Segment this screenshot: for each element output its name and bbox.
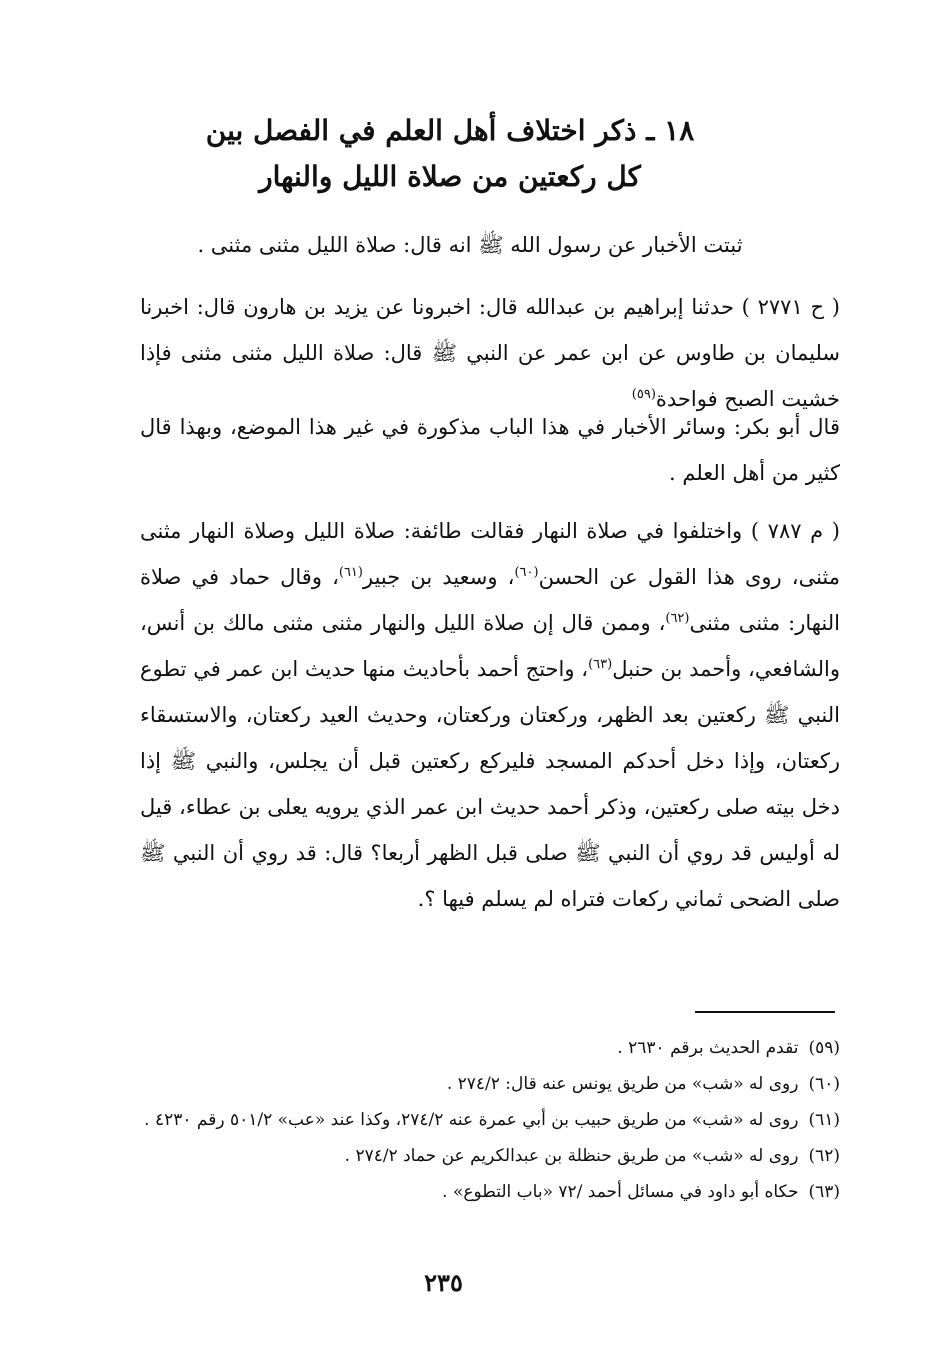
footnote-item [140,1102,840,1138]
issue-text-part-1: ( م ٧٨٧ ) واختلفوا في صلاة النهار فقالت طائفة: صلاة الليل وصلاة النهار مثنى مثنى، روى هذا القول عن الحسن [140,519,841,589]
footnote-item [140,1066,840,1102]
footnote-number: (٦٠) [808,1074,840,1094]
footnote-ref-61: (٦١) [338,565,363,580]
issue-text-part-5: ، واحتج أحمد بأحاديث منها حديث ابن عمر في تطوع النبي ﷺ ركعتين بعد الظهر، وركعتان وركعتان، وحديث العيد ركعتان، والاستسقاء ركعتان، وإذا دخل أحدكم المسجد فليركع ركعتين قبل أن يجلس، والنبي ﷺ إذا دخل بيته صلى ركعتين، وذكر أحمد حديث ابن عمر الذي يرويه يعلى بن عطاء، قيل له أوليس قد روي أن النبي ﷺ صلى قبل الظهر أربعا؟ قال: قد روي أن النبي ﷺ صلى الضحى ثماني ركعات فتراه لم يسلم فيها ؟. [140,657,840,911]
footnote-separator [695,1011,835,1013]
hadith-text: ( ح ٢٧٧١ ) حدثنا إبراهيم بن عبدالله قال: اخبرونا عن يزيد بن هارون قال: اخبرنا سليمان بن طاوس عن ابن عمر عن النبي ﷺ قال: صلاة الليل مثنى مثنى فإذا خشيت الصبح فواحدة [140,295,840,411]
footnote-text: روى له «شب» من طريق يونس عنه قال: ٢٧٤/٢ . [446,1074,799,1094]
issue-text-part-3: ، وقال حماد في صلاة النهار: مثنى مثنى [140,565,840,635]
footnote-text: تقدم الحديث برقم ٢٦٣٠ . [617,1038,799,1058]
footnote-number: (٥٩) [808,1038,840,1058]
footnote-item [140,1174,840,1210]
footnote-ref-60: (٦٠) [514,565,539,580]
hadith-text-block [140,284,840,422]
footnote-text: روى له «شب» من طريق حنظلة بن عبدالكريم عن حماد ٢٧٤/٢ . [344,1146,799,1166]
issue-paragraph [140,508,840,922]
chapter-heading [180,108,720,200]
intro-paragraph [140,222,840,268]
footnote-item [140,1030,840,1066]
footnote-text: حكاه أبو داود في مسائل أحمد /٧٢ «باب التطوع» . [442,1182,799,1202]
intro-text: ثبتت الأخبار عن رسول الله ﷺ انه قال: صلاة الليل مثنى مثنى . [197,233,743,257]
footnote-number: (٦٣) [808,1182,840,1202]
footnote-ref-62: (٦٢) [665,611,690,626]
commentary-text: قال أبو بكر: وسائر الأخبار في هذا الباب مذكورة في غير هذا الموضع، وبهذا قال كثير من أهل العلم . [140,415,840,485]
issue-text-block [140,508,840,922]
chapter-heading-line-1: ١٨ ـ ذكر اختلاف أهل العلم في الفصل بين [205,114,695,147]
chapter-heading-line-2: كل ركعتين من صلاة الليل والنهار [259,160,641,193]
hadith-paragraph [140,284,840,422]
issue-text-part-2: ، وسعيد بن جبير [363,565,515,589]
footnote-text: روى له «شب» من طريق حبيب بن أبي عمرة عنه ٢٧٤/٢، وكذا عند «عب» ٥٠١/٢ رقم ٤٢٣٠ . [144,1110,799,1130]
footnote-item [140,1138,840,1174]
footnote-ref-59: (٥٩) [631,387,656,402]
page-number: ٢٣٥ [424,1268,463,1297]
footnote-ref-63: (٦٣) [588,657,613,672]
issue-text-part-4: ، وممن قال إن صلاة الليل والنهار مثنى مثنى مالك بن أنس، والشافعي، وأحمد بن حنبل [140,611,840,681]
footnote-number: (٦١) [808,1110,840,1130]
commentary-paragraph [140,404,840,496]
footnote-number: (٦٢) [808,1146,840,1166]
footnotes-list [140,1030,840,1210]
